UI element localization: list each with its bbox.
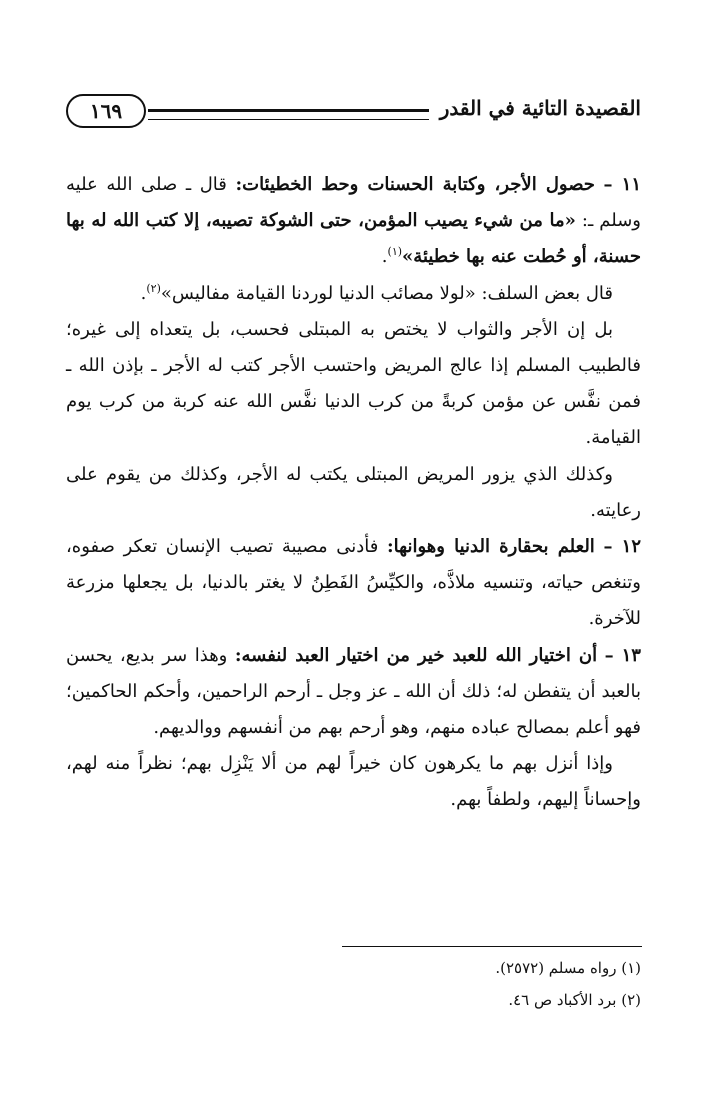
section-13 — [66, 638, 641, 747]
mercy-paragraph: وإذا أنزل بهم ما يكرهون كان خيراً لهم من ألا يَنْزِل بهم؛ نظراً منه لهم، وإحساناً إليهم، ولطفاً بهم. — [66, 753, 641, 811]
section-number: ١١ – — [603, 174, 641, 195]
footnote-ref-1: (١) — [387, 245, 403, 259]
running-title: القصيدة التائية في القدر — [439, 96, 641, 120]
header-rule — [148, 109, 429, 120]
page-body — [66, 167, 641, 819]
reward-paragraph: بل إن الأجر والثواب لا يختص به المبتلى فحسب، بل يتعداه إلى غيره؛ فالطبيب المسلم إذا عالج المريض واحتسب الأجر كتب له الأجر ـ بإذن الله ـ فمن نفَّس عن مؤمن كربةً من كرب الدنيا نفَّس الله عنه كربة من كرب يوم القيامة. — [66, 318, 641, 449]
footnote-ref-2: (٢) — [146, 281, 161, 295]
section-11 — [66, 167, 641, 276]
section-number: ١٣ – — [604, 644, 641, 666]
section-text: وهذا سر بديع، يحسن بالعبد أن يتفطن له؛ ذلك أن الله ـ عز وجل ـ أرحم الراحمين، وأحكم الحاكمين؛ فهو أعلم بمصالح عباده منهم، وهو أرحم بهم من أنفسهم ووالديهم. — [66, 644, 641, 739]
page-number: ١٦٩ — [66, 94, 146, 128]
section-heading: أن اختيار الله للعبد خير من اختيار العبد لنفسه: — [234, 644, 598, 666]
footnotes — [66, 952, 641, 1016]
footnote-rule — [342, 946, 642, 947]
section-12 — [66, 529, 641, 638]
section-heading: العلم بحقارة الدنيا وهوانها: — [387, 536, 595, 558]
section-number: ١٢ – — [603, 536, 641, 558]
section-text: قال ـ صلى الله عليه وسلم ـ: — [66, 174, 641, 232]
sentence-end: . — [140, 282, 147, 304]
salaf-paragraph — [66, 276, 641, 312]
section-heading: حصول الأجر، وكتابة الحسنات وحط الخطيئات: — [235, 174, 595, 195]
page-header — [66, 94, 641, 134]
section-text: فأدنى مصيبة تصيب الإنسان تعكر صفوه، وتنغص حياته، وتنسيه ملاذَّه، والكيِّسُ الفَطِنُ لا يغتر بالدنيا، بل يجعلها مزرعة للآخرة. — [66, 536, 641, 630]
footnote-2: (٢) برد الأكباد ص ٤٦. — [508, 991, 641, 1009]
salaf-text: قال بعض السلف: «لولا مصائب الدنيا لوردنا القيامة مفاليس» — [160, 282, 613, 304]
sentence-end: . — [381, 246, 388, 268]
visitor-paragraph: وكذلك الذي يزور المريض المبتلى يكتب له الأجر، وكذلك من يقوم على رعايته. — [66, 463, 641, 521]
hadith-quote: «ما من شيء يصيب المؤمن، حتى الشوكة تصيبه، إلا كتب الله له بها حسنة، أو حُطت عنه بها خطيئة» — [66, 210, 641, 268]
footnote-1: (١) رواه مسلم (٢٥٧٢). — [495, 959, 641, 977]
